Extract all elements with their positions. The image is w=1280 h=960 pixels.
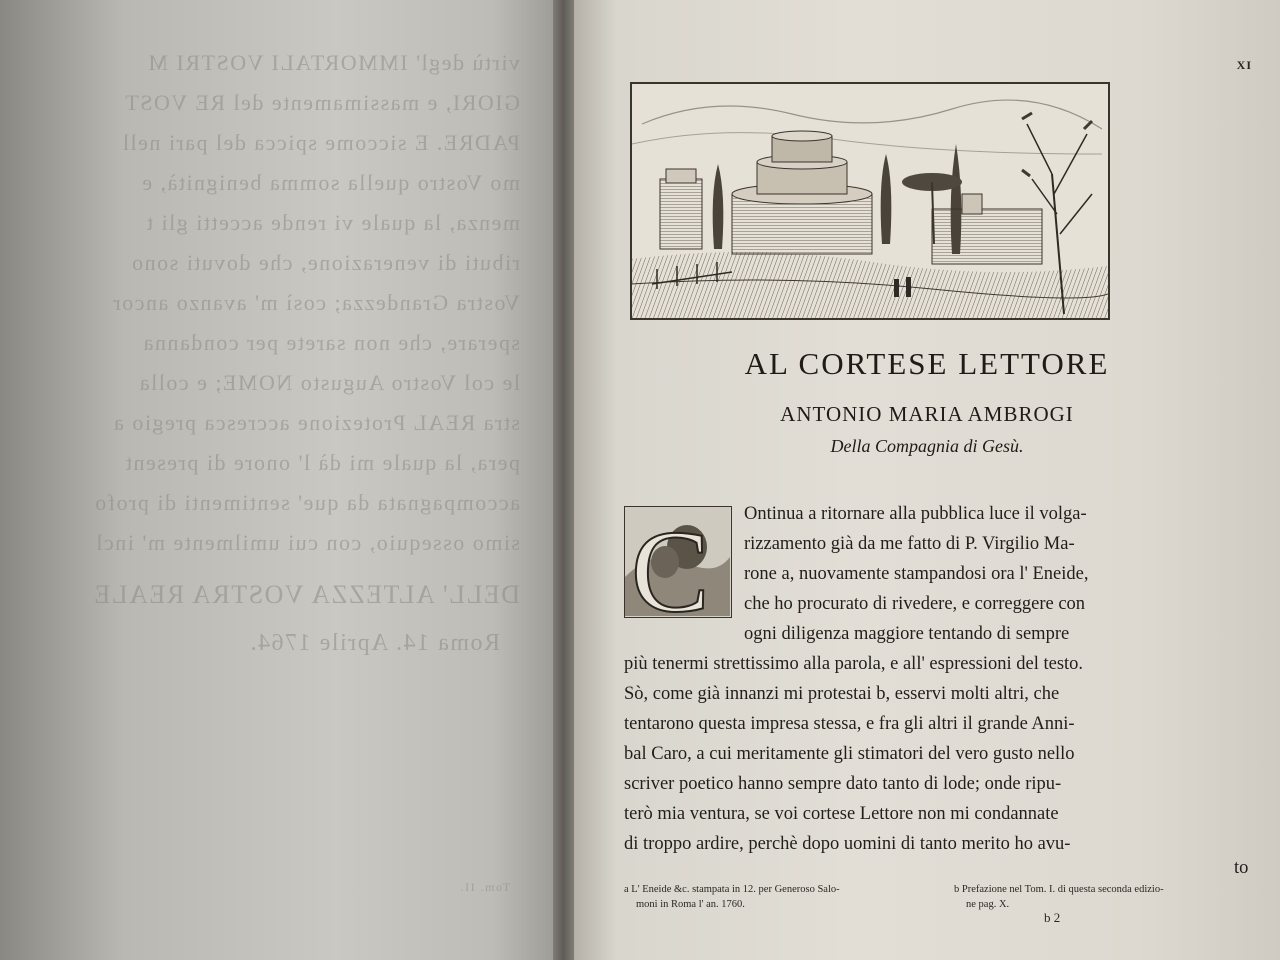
body-line: di troppo ardire, perchè dopo uomini di tanto merito ho avu- <box>624 834 1071 854</box>
right-page <box>574 0 1280 960</box>
bleed-line: virtù degl' IMMORTALI VOSTRI M <box>146 50 520 75</box>
bleed-line: Vostra Grandezza; così m' avanzo ancor <box>111 290 520 315</box>
bleed-line: stra REAL Protezione accresca pregio a <box>112 410 520 435</box>
headpiece-engraving <box>630 82 1110 320</box>
footnote-b: b Prefazione nel Tom. I. di questa seconda edizio- <box>954 884 1164 895</box>
author-affiliation: Della Compagnia di Gesù. <box>830 436 1024 456</box>
svg-text:C: C <box>631 507 710 616</box>
footnote-a-cont: moni in Roma l' an. 1760. <box>636 899 745 910</box>
footnote-b-cont: ne pag. X. <box>966 899 1010 910</box>
bleed-line: accompagnata da que' sentimenti di profo <box>93 490 520 515</box>
catchword: to <box>1234 858 1249 878</box>
bleed-line: pera, la quale mi dà l' onore di present <box>124 450 520 475</box>
body-line: scriver poetico hanno sempre dato tanto di lode; onde ripu- <box>624 774 1062 794</box>
bleed-line: mo Vostro quella somma benignità, e <box>140 170 520 195</box>
bleed-line: DELL' ALTEZZA VOSTRA REALE <box>92 580 520 609</box>
body-line: bal Caro, a cui meritamente gli stimatori del vero gusto nello <box>624 744 1075 764</box>
body-line: terò mia ventura, se voi cortese Lettore non mi condannate <box>624 804 1059 824</box>
bleed-line: PADRE. E siccome spicca del pari nell <box>121 130 520 155</box>
bleed-line: GIORI, e massimamente del RE VOST <box>123 90 520 115</box>
bleed-line: Tom. II. <box>459 880 510 894</box>
bleed-line: menza, la quale vi rende accetti gli t <box>145 210 520 235</box>
body-line: più tenermi strettissimo alla parola, e all' espressioni del testo. <box>624 654 1084 674</box>
drop-cap-initial <box>624 506 732 618</box>
bleed-line: sperare, che non sarete per condanna <box>142 330 520 355</box>
bleed-line: ributi di venerazione, che dovuti sono <box>130 250 520 275</box>
author-name: ANTONIO MARIA AMBROGI <box>780 402 1074 426</box>
bleed-line: simo ossequio, con cui umilmente m' incl <box>94 530 520 555</box>
body-line: rizzamento già da me fatto di P. Virgilio Ma- <box>744 534 1075 554</box>
body-line: ogni diligenza maggiore tentando di sempre <box>744 624 1070 644</box>
bleed-line: Roma 14. Aprile 1764. <box>249 630 500 656</box>
body-line: Sò, come già innanzi mi protestai b, esservi molti altri, che <box>624 684 1060 704</box>
bleed-line: le col Vostro Augusto NOME; e colla <box>138 370 520 395</box>
body-line: rone a, nuovamente stampandosi ora l' Eneide, <box>744 564 1089 584</box>
left-page <box>0 0 560 960</box>
footnote-a: a L' Eneide &c. stampata in 12. per Generoso Salo- <box>624 884 840 895</box>
page-title: AL CORTESE LETTORE <box>744 346 1110 381</box>
body-line: tentarono questa impresa stessa, e fra gli altri il grande Anni- <box>624 714 1075 734</box>
body-line: Ontinua a ritornare alla pubblica luce il volga- <box>744 504 1087 524</box>
body-line: che ho procurato di rivedere, e correggere con <box>744 594 1086 614</box>
signature-mark: b 2 <box>1044 910 1061 925</box>
left-page-bleed-through <box>0 0 560 960</box>
page-number: XI <box>1236 58 1252 72</box>
